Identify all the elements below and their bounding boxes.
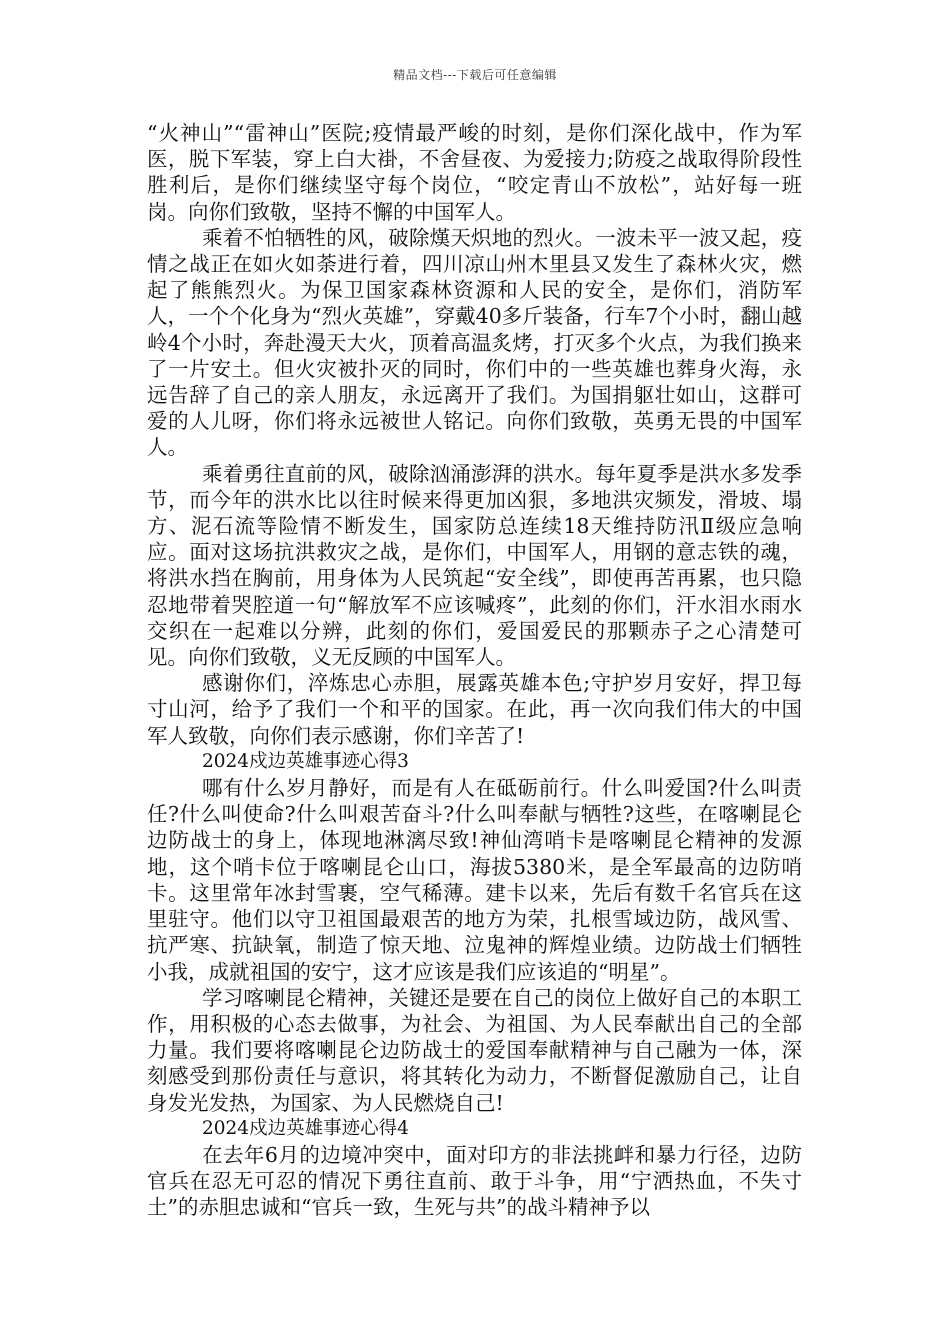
- page-header: 精品文档---下载后可任意编辑: [393, 68, 557, 82]
- paragraph-7: 在去年6月的边境冲突中，面对印方的非法挑衅和暴力行径，边防官兵在忍无可忍的情况下勇往直前、敢于斗争，用“宁洒热血，不失寸土”的赤胆忠诚和“官兵一致，生死与共”的战斗精神予以: [147, 1142, 802, 1220]
- paragraph-2: 乘着不怕牺牲的风，破除熯天炽地的烈火。一波未平一波又起，疫情之战正在如火如荼进行着，四川凉山州木里县又发生了森林火灾，燃起了熊熊烈火。为保卫国家森林资源和人民的安全，是你们，消防军人，一个个化身为“烈火英雄”，穿戴40多斤装备，行车7个小时，翻山越岭4个小时，奔赴漫天大火，顶着高温炙烤，打灭多个火点，为我们换来了一片安土。但火灾被扑灭的同时，你们中的一些英雄也葬身火海，永远告辞了自己的亲人朋友，永远离开了我们。为国捐躯壮如山，这群可爱的人儿呀，你们将永远被世人铭记。向你们致敬，英勇无畏的中国军人。: [147, 225, 802, 460]
- paragraph-1: “火神山”“雷神山”医院;疫情最严峻的时刻，是你们深化战中，作为军医，脱下军装，穿上白大褂，不舍昼夜、为爱接力;防疫之战取得阶段性胜利后，是你们继续坚守每个岗位，“咬定青山不放松”，站好每一班岗。向你们致敬，坚持不懈的中国军人。: [147, 121, 802, 224]
- paragraph-3: 乘着勇往直前的风，破除汹涌澎湃的洪水。每年夏季是洪水多发季节，而今年的洪水比以往时候来得更加凶狠，多地洪灾频发，滑坡、塌方、泥石流等险情不断发生，国家防总连续18天维持防汛Ⅱ级应急响应。面对这场抗洪救灾之战，是你们，中国军人，用钢的意志铁的魂，将洪水挡在胸前，用身体为人民筑起“安全线”，即使再苦再累，也只隐忍地带着哭腔道一句“解放军不应该喊疼”，此刻的你们，汗水泪水雨水交织在一起难以分辨，此刻的你们，爱国爱民的那颗赤子之心清楚可见。向你们致敬，义无反顾的中国军人。: [147, 461, 802, 670]
- paragraph-4: 感谢你们，淬炼忠心赤胆，展露英雄本色;守护岁月安好，捍卫每寸山河，给予了我们一个和平的国家。在此，再一次向我们伟大的中国军人致敬，向你们表示感谢，你们辛苦了!: [147, 671, 802, 748]
- document-body: [147, 120, 802, 1221]
- paragraph-5: 哪有什么岁月静好，而是有人在砥砺前行。什么叫爱国?什么叫责任?什么叫使命?什么叫艰苦奋斗?什么叫奉献与牺牲?这些，在喀喇昆仑边防战士的身上，体现地淋漓尽致!神仙湾哨卡是喀喇昆仑精神的发源地，这个哨卡位于喀喇昆仑山口，海拔5380米，是全军最高的边防哨卡。这里常年冰封雪裹，空气稀薄。建卡以来，先后有数千名官兵在这里驻守。他们以守卫祖国最艰苦的地方为荣，扎根雪域边防，战风雪、抗严寒、抗缺氧，制造了惊天地、泣鬼神的辉煌业绩。边防战士们牺牲小我，成就祖国的安宁，这才应该是我们应该追的“明星”。: [147, 776, 802, 984]
- section-heading-3: 2024戍边英雄事迹心得3: [202, 750, 409, 772]
- paragraph-6: 学习喀喇昆仑精神，关键还是要在自己的岗位上做好自己的本职工作，用积极的心态去做事，为社会、为祖国、为人民奉献出自己的全部力量。我们要将喀喇昆仑边防战士的爱国奉献精神与自己融为一体，深刻感受到那份责任与意识，将其转化为动力，不断督促激励自己，让自身发光发热，为国家、为人民燃烧自己!: [147, 985, 802, 1115]
- section-heading-4: 2024戍边英雄事迹心得4: [202, 1117, 409, 1139]
